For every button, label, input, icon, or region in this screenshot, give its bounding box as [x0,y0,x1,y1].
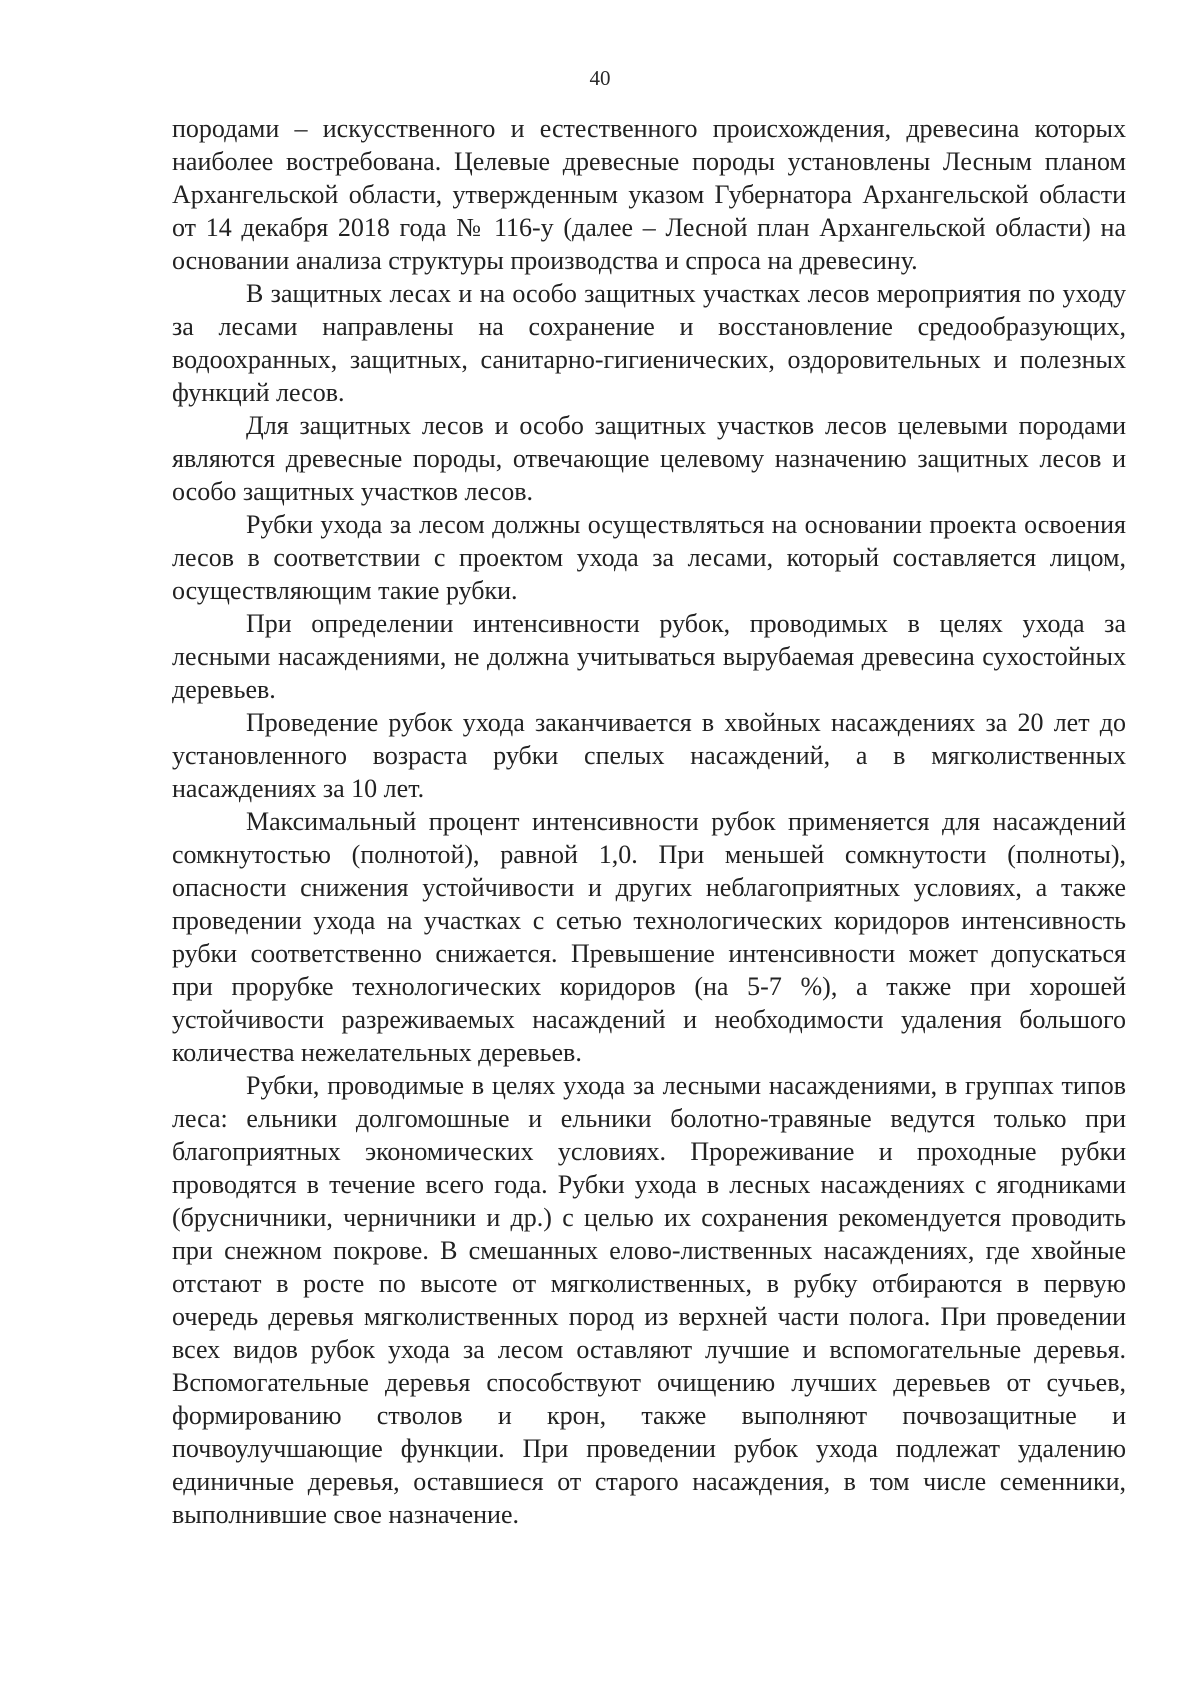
paragraph-1: породами – искусственного и естественного происхождения, древесина которых наиболее востребована. Целевые древесные породы установлены Лесным планом Архангельской области, утвержденным указом Губернатора Архангельской области от 14 декабря 2018 года № 116-у (далее – Лесной план Архангельской области) на основании анализа структуры производства и спроса на древесину. [172,114,1126,275]
paragraph-7: Максимальный процент интенсивности рубок применяется для насаждений сомкнутостью (полнотой), равной 1,0. При меньшей сомкнутости (полноты), опасности снижения устойчивости и других неблагоприятных условиях, а также проведении ухода на участках с сетью технологических коридоров интенсивность рубки соответственно снижается. Превышение интенсивности может допускаться при прорубке технологических коридоров (на 5-7 %), а также при хорошей устойчивости разреживаемых насаждений и необходимости удаления большого количества нежелательных деревьев. [172,807,1126,1067]
paragraph-2: В защитных лесах и на особо защитных участках лесов мероприятия по уходу за лесами направлены на сохранение и восстановление средообразующих, водоохранных, защитных, санитарно-гигиенических, оздоровительных и полезных функций лесов. [172,279,1126,407]
body-text [172,112,1126,1531]
paragraph-4: Рубки ухода за лесом должны осуществляться на основании проекта освоения лесов в соответствии с проектом ухода за лесами, который составляется лицом, осуществляющим такие рубки. [172,510,1126,605]
page-number: 40 [589,66,611,90]
paragraph-3: Для защитных лесов и особо защитных участков лесов целевыми породами являются древесные породы, отвечающие целевому назначению защитных лесов и особо защитных участков лесов. [172,411,1126,506]
paragraph-5: При определении интенсивности рубок, проводимых в целях ухода за лесными насаждениями, не должна учитываться вырубаемая древесина сухостойных деревьев. [172,609,1126,704]
paragraph-8: Рубки, проводимые в целях ухода за лесными насаждениями, в группах типов леса: ельники долгомошные и ельники болотно-травяные ведутся только при благоприятных экономических условиях. Прореживание и проходные рубки проводятся в течение всего года. Рубки ухода в лесных насаждениях с ягодниками (брусничники, черничники и др.) с целью их сохранения рекомендуется проводить при снежном покрове. В смешанных елово-лиственных насаждениях, где хвойные отстают в росте по высоте от мягколиственных, в рубку отбираются в первую очередь деревья мягколиственных пород из верхней части полога. При проведении всех видов рубок ухода за лесом оставляют лучшие и вспомогательные деревья. Вспомогательные деревья способствуют очищению лучших деревьев от сучьев, формированию стволов и крон, также выполняют почвозащитные и почвоулучшающие функции. При проведении рубок ухода подлежат удалению единичные деревья, оставшиеся от старого насаждения, в том числе семенники, выполнившие свое назначение. [172,1071,1126,1529]
paragraph-6: Проведение рубок ухода заканчивается в хвойных насаждениях за 20 лет до установленного возраста рубки спелых насаждений, а в мягколиственных насаждениях за 10 лет. [172,708,1126,803]
